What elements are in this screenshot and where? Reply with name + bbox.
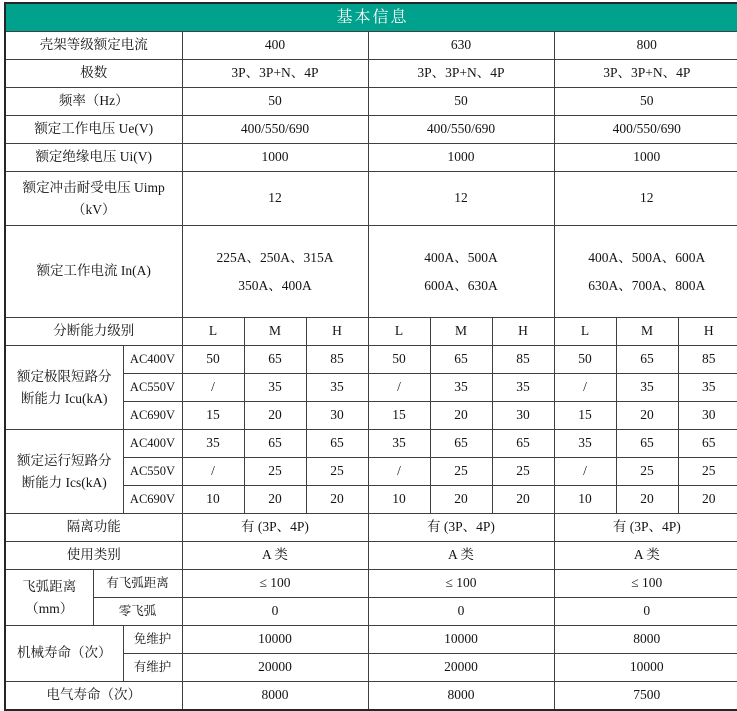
cell-frame-current-630: 630 [368, 32, 554, 60]
row-breaking-class [5, 318, 737, 346]
cell-ui-630: 1000 [368, 144, 554, 172]
icu-label-line1: 额定极限短路分 [7, 366, 122, 388]
cell-ics: / [182, 458, 244, 486]
row-label-breaking-class: 分断能力级别 [5, 318, 182, 346]
cell-ue-630: 400/550/690 [368, 116, 554, 144]
cell-icu: 50 [182, 346, 244, 374]
cell-ics: 20 [492, 486, 554, 514]
cell-ue-800: 400/550/690 [554, 116, 737, 144]
cell-ics: / [554, 458, 616, 486]
in-800-line1: 400A、500A、600A [556, 244, 737, 272]
row-label-rated-voltage: 额定工作电压 Ue(V) [5, 116, 182, 144]
cell-mech-free-400: 10000 [182, 626, 368, 654]
row-label-arcing [5, 570, 93, 626]
cell-isolation-630: 有 (3P、4P) [368, 514, 554, 542]
cell-class: L [368, 318, 430, 346]
row-label-rated-current: 额定工作电流 In(A) [5, 226, 182, 318]
cell-ics: 65 [616, 430, 678, 458]
arcing-label-line2: （mm） [7, 598, 92, 620]
cell-icu: 35 [430, 374, 492, 402]
sublabel-ics-ac550: AC550V [123, 458, 182, 486]
row-frequency [5, 88, 737, 116]
cell-ics: 20 [430, 486, 492, 514]
in-630-line1: 400A、500A [370, 244, 553, 272]
cell-ics: 65 [678, 430, 737, 458]
cell-class: M [244, 318, 306, 346]
row-arcing-with [5, 570, 737, 598]
cell-class: H [678, 318, 737, 346]
cell-icu: 65 [244, 346, 306, 374]
row-label-isolation: 隔离功能 [5, 514, 182, 542]
sublabel-ics-ac400: AC400V [123, 430, 182, 458]
cell-icu: 35 [306, 374, 368, 402]
cell-icu: 15 [554, 402, 616, 430]
row-label-mech-life: 机械寿命（次） [5, 626, 123, 682]
cell-class: H [492, 318, 554, 346]
cell-elec-800: 7500 [554, 682, 737, 710]
row-label-elec-life: 电气寿命（次） [5, 682, 182, 710]
cell-icu: 20 [616, 402, 678, 430]
impulse-label-line1: 额定冲击耐受电压 Uimp [7, 177, 181, 199]
cell-ics: 35 [368, 430, 430, 458]
sublabel-mech-maint: 有维护 [123, 654, 182, 682]
row-label-insulation-voltage: 额定绝缘电压 Ui(V) [5, 144, 182, 172]
cell-ics: 25 [430, 458, 492, 486]
cell-mech-maint-400: 20000 [182, 654, 368, 682]
cell-isolation-400: 有 (3P、4P) [182, 514, 368, 542]
cell-in-800 [554, 226, 737, 318]
cell-icu: 30 [492, 402, 554, 430]
cell-uimp-400: 12 [182, 172, 368, 226]
cell-icu: 65 [430, 346, 492, 374]
row-rated-voltage [5, 116, 737, 144]
cell-mech-free-800: 8000 [554, 626, 737, 654]
row-ics-ac400 [5, 430, 737, 458]
cell-icu: 15 [182, 402, 244, 430]
row-label-frequency: 频率（Hz） [5, 88, 182, 116]
cell-ics: 20 [244, 486, 306, 514]
row-frame-current [5, 32, 737, 60]
row-mech-life-free [5, 626, 737, 654]
cell-icu: 50 [368, 346, 430, 374]
cell-ics: 65 [430, 430, 492, 458]
ics-label-line2: 断能力 Ics(kA) [7, 472, 122, 494]
cell-class: H [306, 318, 368, 346]
cell-icu: 85 [306, 346, 368, 374]
cell-ue-400: 400/550/690 [182, 116, 368, 144]
row-label-poles: 极数 [5, 60, 182, 88]
cell-icu: 15 [368, 402, 430, 430]
cell-class: L [554, 318, 616, 346]
cell-ics: 25 [616, 458, 678, 486]
cell-ics: 25 [306, 458, 368, 486]
row-label-utilization: 使用类别 [5, 542, 182, 570]
sublabel-mech-free: 免维护 [123, 626, 182, 654]
cell-ics: 25 [492, 458, 554, 486]
cell-arcing-400: ≤ 100 [182, 570, 368, 598]
cell-ics: 20 [678, 486, 737, 514]
cell-icu: 65 [616, 346, 678, 374]
cell-mech-free-630: 10000 [368, 626, 554, 654]
cell-uimp-630: 12 [368, 172, 554, 226]
sublabel-icu-ac690: AC690V [123, 402, 182, 430]
cell-icu: 20 [430, 402, 492, 430]
in-630-line2: 600A、630A [370, 272, 553, 300]
cell-icu: 35 [492, 374, 554, 402]
cell-frequency-630: 50 [368, 88, 554, 116]
cell-in-400 [182, 226, 368, 318]
cell-mech-maint-800: 10000 [554, 654, 737, 682]
row-label-ics [5, 430, 123, 514]
in-400-line2: 350A、400A [184, 272, 367, 300]
impulse-label-line2: （kV） [7, 199, 181, 221]
row-label-icu [5, 346, 123, 430]
row-rated-current [5, 226, 737, 318]
row-arcing-zero [5, 598, 737, 626]
cell-arcing-zero-630: 0 [368, 598, 554, 626]
cell-poles-800: 3P、3P+N、4P [554, 60, 737, 88]
cell-ics: 10 [554, 486, 616, 514]
page-title: 基本信息 [5, 3, 737, 32]
cell-ics: 35 [554, 430, 616, 458]
cell-icu: 85 [678, 346, 737, 374]
cell-icu: 30 [678, 402, 737, 430]
cell-utilization-800: A 类 [554, 542, 737, 570]
row-label-impulse-voltage [5, 172, 182, 226]
cell-icu: / [554, 374, 616, 402]
cell-ics: 20 [306, 486, 368, 514]
cell-ics: 10 [182, 486, 244, 514]
row-label-frame-current: 壳架等级额定电流 [5, 32, 182, 60]
cell-arcing-800: ≤ 100 [554, 570, 737, 598]
cell-in-630 [368, 226, 554, 318]
cell-mech-maint-630: 20000 [368, 654, 554, 682]
cell-isolation-800: 有 (3P、4P) [554, 514, 737, 542]
cell-class: M [430, 318, 492, 346]
cell-ics: 20 [616, 486, 678, 514]
in-400-line1: 225A、250A、315A [184, 244, 367, 272]
cell-icu: 30 [306, 402, 368, 430]
cell-icu: / [368, 374, 430, 402]
cell-class: L [182, 318, 244, 346]
cell-ui-800: 1000 [554, 144, 737, 172]
cell-ics: 65 [306, 430, 368, 458]
row-icu-ac400 [5, 346, 737, 374]
sublabel-arcing-zero: 零飞弧 [93, 598, 182, 626]
cell-ics: 65 [492, 430, 554, 458]
cell-ics: 25 [678, 458, 737, 486]
arcing-label-line1: 飞弧距离 [7, 576, 92, 598]
row-poles [5, 60, 737, 88]
cell-ics: 10 [368, 486, 430, 514]
cell-uimp-800: 12 [554, 172, 737, 226]
header-row [5, 3, 737, 32]
cell-icu: 85 [492, 346, 554, 374]
ics-label-line1: 额定运行短路分 [7, 450, 122, 472]
row-insulation-voltage [5, 144, 737, 172]
cell-utilization-400: A 类 [182, 542, 368, 570]
cell-icu: 35 [678, 374, 737, 402]
sublabel-icu-ac550: AC550V [123, 374, 182, 402]
cell-icu: 50 [554, 346, 616, 374]
row-elec-life [5, 682, 737, 710]
cell-ics: / [368, 458, 430, 486]
icu-label-line2: 断能力 Icu(kA) [7, 388, 122, 410]
sublabel-icu-ac400: AC400V [123, 346, 182, 374]
cell-ics: 65 [244, 430, 306, 458]
cell-icu: / [182, 374, 244, 402]
cell-frame-current-400: 400 [182, 32, 368, 60]
cell-frequency-400: 50 [182, 88, 368, 116]
cell-arcing-zero-800: 0 [554, 598, 737, 626]
in-800-line2: 630A、700A、800A [556, 272, 737, 300]
cell-arcing-630: ≤ 100 [368, 570, 554, 598]
row-utilization [5, 542, 737, 570]
sublabel-ics-ac690: AC690V [123, 486, 182, 514]
cell-elec-630: 8000 [368, 682, 554, 710]
cell-poles-630: 3P、3P+N、4P [368, 60, 554, 88]
cell-poles-400: 3P、3P+N、4P [182, 60, 368, 88]
cell-frame-current-800: 800 [554, 32, 737, 60]
cell-elec-400: 8000 [182, 682, 368, 710]
cell-ui-400: 1000 [182, 144, 368, 172]
cell-utilization-630: A 类 [368, 542, 554, 570]
cell-icu: 35 [244, 374, 306, 402]
cell-icu: 20 [244, 402, 306, 430]
cell-icu: 35 [616, 374, 678, 402]
cell-ics: 25 [244, 458, 306, 486]
row-impulse-voltage [5, 172, 737, 226]
cell-class: M [616, 318, 678, 346]
cell-arcing-zero-400: 0 [182, 598, 368, 626]
cell-frequency-800: 50 [554, 88, 737, 116]
sublabel-arcing-with: 有飞弧距离 [93, 570, 182, 598]
spec-table [4, 2, 737, 711]
row-isolation [5, 514, 737, 542]
cell-ics: 35 [182, 430, 244, 458]
